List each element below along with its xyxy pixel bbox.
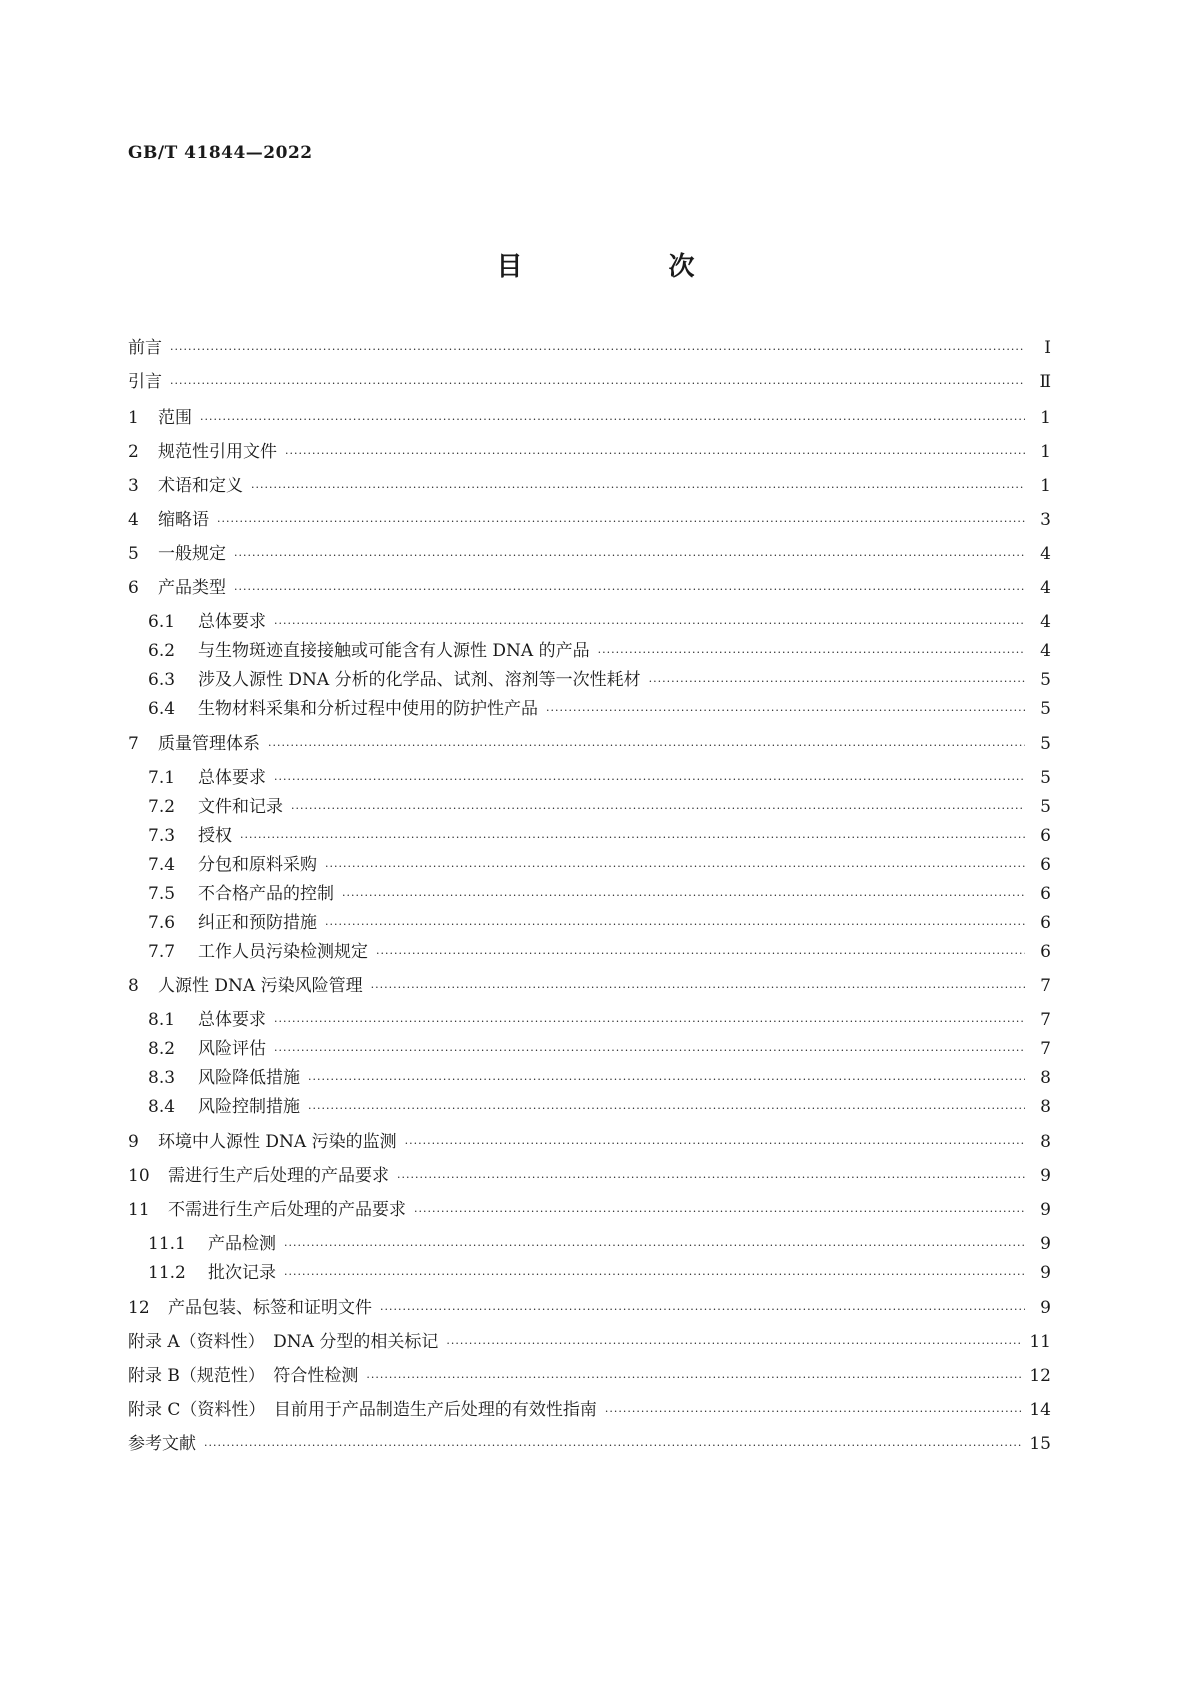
- toc-entry-page: 15: [1029, 1434, 1051, 1454]
- toc-leader-dots: [414, 1202, 1025, 1222]
- toc-leader-dots: [217, 512, 1025, 532]
- toc-entry-page: 4: [1040, 578, 1051, 598]
- toc-leader-dots: [325, 857, 1025, 877]
- toc-entry[interactable]: [128, 641, 1051, 661]
- toc-entry[interactable]: [128, 1132, 1051, 1152]
- toc-entry-page: 6: [1040, 826, 1051, 846]
- toc-entry[interactable]: [128, 1366, 1051, 1386]
- toc-entry-number: 6.2: [148, 641, 176, 661]
- toc-entry-number: 7.4: [148, 855, 176, 875]
- toc-entry-label: 总体要求: [198, 1010, 266, 1030]
- toc-entry[interactable]: [128, 768, 1051, 788]
- toc-entry-number: 8.2: [148, 1039, 176, 1059]
- toc-entry-label: 生物材料采集和分析过程中使用的防护性产品: [198, 699, 538, 719]
- toc-entry-label: 风险控制措施: [198, 1097, 300, 1117]
- toc-leader-dots: [380, 1300, 1025, 1320]
- toc-entry-label: 批次记录: [208, 1263, 276, 1283]
- toc-entry-number: 11.1: [148, 1234, 186, 1254]
- toc-entry-page: 7: [1040, 1039, 1051, 1059]
- toc-entry-page: 5: [1040, 797, 1051, 817]
- toc-entry[interactable]: [128, 1400, 1051, 1420]
- standard-code: GB/T 41844—2022: [128, 143, 313, 163]
- toc-entry-number: 7.3: [148, 826, 176, 846]
- toc-entry-page: 7: [1040, 976, 1051, 996]
- toc-entry-label: 产品类型: [158, 578, 226, 598]
- toc-leader-dots: [170, 340, 1025, 360]
- toc-entry-number: 6.1: [148, 612, 176, 632]
- toc-entry[interactable]: [128, 976, 1051, 996]
- toc-leader-dots: [342, 886, 1025, 906]
- toc-entry-page: 1: [1040, 476, 1051, 496]
- toc-entry-page: 9: [1040, 1166, 1051, 1186]
- toc-entry[interactable]: [128, 1200, 1051, 1220]
- toc-entry-number: 12: [128, 1298, 150, 1318]
- toc-leader-dots: [376, 944, 1025, 964]
- toc-leader-dots: [284, 1265, 1025, 1285]
- toc-entry-page: 4: [1040, 544, 1051, 564]
- toc-leader-dots: [366, 1368, 1021, 1388]
- toc-entry[interactable]: [128, 797, 1051, 817]
- toc-entry-page: 5: [1040, 699, 1051, 719]
- toc-entry-label: 附录 B（规范性） 符合性检测: [128, 1366, 359, 1386]
- toc-leader-dots: [284, 1236, 1025, 1256]
- toc-entry-page: 8: [1040, 1068, 1051, 1088]
- toc-entry-number: 4: [128, 510, 139, 530]
- page-title: 目 次: [496, 252, 755, 282]
- toc-entry[interactable]: [128, 826, 1051, 846]
- toc-leader-dots: [251, 478, 1025, 498]
- toc-entry[interactable]: [128, 612, 1051, 632]
- toc-entry-page: 11: [1029, 1332, 1051, 1352]
- toc-entry-number: 8.1: [148, 1010, 176, 1030]
- toc-leader-dots: [598, 643, 1025, 663]
- toc-entry[interactable]: [128, 884, 1051, 904]
- toc-entry-label: 需进行生产后处理的产品要求: [168, 1166, 389, 1186]
- toc-entry-page: 1: [1040, 442, 1051, 462]
- toc-leader-dots: [274, 770, 1025, 790]
- toc-entry-number: 11.2: [148, 1263, 186, 1283]
- toc-entry-label: 范围: [158, 408, 192, 428]
- toc-entry-label: 总体要求: [198, 612, 266, 632]
- toc-entry-page: 5: [1040, 734, 1051, 754]
- toc-entry-label: 引言: [128, 372, 162, 392]
- toc-entry[interactable]: [128, 338, 1051, 358]
- toc-entry[interactable]: [128, 1068, 1051, 1088]
- toc-entry-page: Ⅰ: [1044, 338, 1051, 358]
- toc-entry[interactable]: [128, 942, 1051, 962]
- toc-entry[interactable]: [128, 510, 1051, 530]
- toc-leader-dots: [274, 1041, 1025, 1061]
- toc-entry[interactable]: [128, 1039, 1051, 1059]
- toc-entry-page: 6: [1040, 913, 1051, 933]
- toc-entry[interactable]: [128, 1298, 1051, 1318]
- toc-leader-dots: [405, 1134, 1025, 1154]
- toc-entry[interactable]: [128, 855, 1051, 875]
- toc-entry-number: 7.2: [148, 797, 176, 817]
- toc-entry-label: 总体要求: [198, 768, 266, 788]
- toc-entry-label: 质量管理体系: [158, 734, 260, 754]
- toc-entry-label: 分包和原料采购: [198, 855, 317, 875]
- toc-leader-dots: [446, 1334, 1021, 1354]
- toc-entry-label: 前言: [128, 338, 162, 358]
- toc-entry-label: 授权: [198, 826, 232, 846]
- toc-entry-label: 纠正和预防措施: [198, 913, 317, 933]
- toc-entry-page: 9: [1040, 1200, 1051, 1220]
- toc-leader-dots: [308, 1099, 1025, 1119]
- toc-entry-label: 风险评估: [198, 1039, 266, 1059]
- toc-leader-dots: [649, 672, 1025, 692]
- toc-entry-number: 6.3: [148, 670, 176, 690]
- toc-entry-number: 9: [128, 1132, 139, 1152]
- toc-entry-label: 不需进行生产后处理的产品要求: [168, 1200, 406, 1220]
- toc-entry-label: 产品包装、标签和证明文件: [168, 1298, 372, 1318]
- toc-entry-label: 产品检测: [208, 1234, 276, 1254]
- toc-entry[interactable]: [128, 1332, 1051, 1352]
- toc-entry-number: 7.6: [148, 913, 176, 933]
- toc-entry-page: 9: [1040, 1234, 1051, 1254]
- toc-leader-dots: [308, 1070, 1025, 1090]
- toc-entry-label: 环境中人源性 DNA 污染的监测: [158, 1132, 397, 1152]
- toc-entry-number: 11: [128, 1200, 150, 1220]
- toc-entry-page: 4: [1040, 612, 1051, 632]
- toc-entry[interactable]: [128, 913, 1051, 933]
- toc-leader-dots: [170, 374, 1025, 394]
- toc-leader-dots: [325, 915, 1025, 935]
- toc-entry-label: 附录 A（资料性） DNA 分型的相关标记: [128, 1332, 439, 1352]
- toc-entry-page: 6: [1040, 855, 1051, 875]
- toc-entry-label: 一般规定: [158, 544, 226, 564]
- toc-entry-page: 4: [1040, 641, 1051, 661]
- toc-entry-page: 6: [1040, 942, 1051, 962]
- toc-entry-number: 6.4: [148, 699, 176, 719]
- toc-entry[interactable]: [128, 476, 1051, 496]
- toc-entry[interactable]: [128, 1263, 1051, 1283]
- toc-leader-dots: [371, 978, 1025, 998]
- toc-entry-number: 7.7: [148, 942, 176, 962]
- toc-entry-page: 9: [1040, 1263, 1051, 1283]
- toc-leader-dots: [397, 1168, 1025, 1188]
- toc-entry-label: 风险降低措施: [198, 1068, 300, 1088]
- toc-entry-label: 参考文献: [128, 1434, 196, 1454]
- toc-leader-dots: [240, 828, 1025, 848]
- toc-entry-number: 5: [128, 544, 139, 564]
- toc-entry-label: 不合格产品的控制: [198, 884, 334, 904]
- toc-entry[interactable]: [128, 1234, 1051, 1254]
- toc-entry-number: 10: [128, 1166, 150, 1186]
- toc-leader-dots: [285, 444, 1025, 464]
- toc-entry-page: 5: [1040, 768, 1051, 788]
- toc-entry-label: 文件和记录: [198, 797, 283, 817]
- toc-entry-page: 7: [1040, 1010, 1051, 1030]
- toc-leader-dots: [234, 580, 1025, 600]
- toc-entry[interactable]: [128, 1434, 1051, 1454]
- toc-entry-page: 12: [1029, 1366, 1051, 1386]
- toc-entry-page: 14: [1029, 1400, 1051, 1420]
- toc-entry-number: 6: [128, 578, 139, 598]
- toc-leader-dots: [268, 736, 1025, 756]
- toc-leader-dots: [291, 799, 1025, 819]
- toc-entry-page: 8: [1040, 1097, 1051, 1117]
- toc-entry-number: 8: [128, 976, 139, 996]
- toc-entry[interactable]: [128, 734, 1051, 754]
- toc-leader-dots: [605, 1402, 1021, 1422]
- toc-entry-page: 3: [1040, 510, 1051, 530]
- toc-entry-number: 7.5: [148, 884, 176, 904]
- toc-entry-number: 8.4: [148, 1097, 176, 1117]
- toc-entry[interactable]: [128, 544, 1051, 564]
- toc-entry-page: 9: [1040, 1298, 1051, 1318]
- toc-entry-page: 6: [1040, 884, 1051, 904]
- toc-entry[interactable]: [128, 1166, 1051, 1186]
- toc-entry[interactable]: [128, 442, 1051, 462]
- toc-entry-number: 8.3: [148, 1068, 176, 1088]
- toc-entry[interactable]: [128, 699, 1051, 719]
- toc-entry-label: 术语和定义: [158, 476, 243, 496]
- toc-leader-dots: [274, 614, 1025, 634]
- toc-entry-label: 工作人员污染检测规定: [198, 942, 368, 962]
- toc-entry[interactable]: [128, 670, 1051, 690]
- toc-entry-label: 附录 C（资料性） 目前用于产品制造生产后处理的有效性指南: [128, 1400, 597, 1420]
- toc-entry-label: 涉及人源性 DNA 分析的化学品、试剂、溶剂等一次性耗材: [198, 670, 641, 690]
- toc-leader-dots: [204, 1436, 1021, 1456]
- toc-entry-label: 缩略语: [158, 510, 209, 530]
- toc-leader-dots: [234, 546, 1025, 566]
- toc-entry[interactable]: [128, 578, 1051, 598]
- toc-entry-page: 5: [1040, 670, 1051, 690]
- toc-entry-label: 人源性 DNA 污染风险管理: [158, 976, 363, 996]
- toc-entry-label: 与生物斑迹直接接触或可能含有人源性 DNA 的产品: [198, 641, 590, 661]
- toc-entry-page: 8: [1040, 1132, 1051, 1152]
- toc-leader-dots: [200, 410, 1025, 430]
- toc-entry-number: 3: [128, 476, 139, 496]
- toc-entry[interactable]: [128, 408, 1051, 428]
- toc-leader-dots: [274, 1012, 1025, 1032]
- toc-entry[interactable]: [128, 1010, 1051, 1030]
- toc-entry-number: 7.1: [148, 768, 176, 788]
- toc-entry-label: 规范性引用文件: [158, 442, 277, 462]
- toc-entry-page: Ⅱ: [1039, 372, 1051, 392]
- toc-leader-dots: [546, 701, 1025, 721]
- toc-entry[interactable]: [128, 372, 1051, 392]
- toc-entry-number: 7: [128, 734, 139, 754]
- toc-entry-number: 2: [128, 442, 139, 462]
- toc-entry-number: 1: [128, 408, 139, 428]
- toc-entry[interactable]: [128, 1097, 1051, 1117]
- toc-entry-page: 1: [1040, 408, 1051, 428]
